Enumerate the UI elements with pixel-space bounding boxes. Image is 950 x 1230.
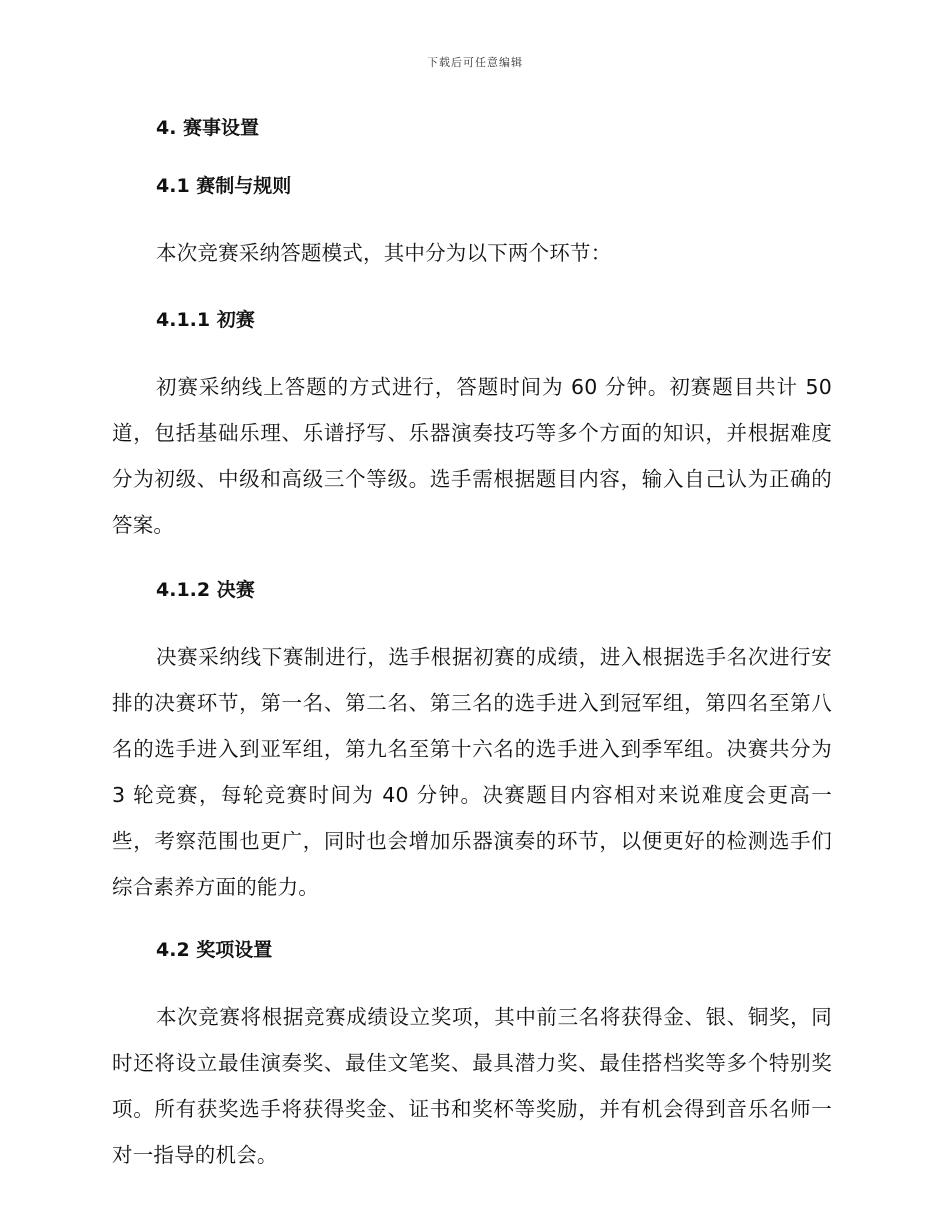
section-4-1-2-title: 4.1.2 决赛 — [156, 579, 255, 601]
section-4-1-1-title: 4.1.1 初赛 — [156, 309, 255, 331]
section-4-1-2-body: 决赛采纳线下赛制进行，选手根据初赛的成绩，进入根据选手名次进行安排的决赛环节，第一名、第二名、第三名的选手进入到冠军组，第四名至第八名的选手进入到亚军组，第九名至第十六名的选手进入到季军组。决赛共分为 3 轮竞赛，每轮竞赛时间为 40 分钟。决赛题目内容相对来说难度会更高一些，考察范围也更广，同时也会增加乐器演奏的环节，以便更好的检测选手们综合素养方面的能力。 — [112, 645, 832, 899]
section-4-title: 4. 赛事设置 — [156, 117, 260, 139]
section-4-1-1-body: 初赛采纳线上答题的方式进行，答题时间为 60 分钟。初赛题目共计 50 道，包括基础乐理、乐谱抒写、乐器演奏技巧等多个方面的知识，并根据难度分为初级、中级和高级三个等级。选手需根据题目内容，输入自己认为正确的答案。 — [112, 375, 832, 537]
section-4-1-intro: 本次竞赛采纳答题模式，其中分为以下两个环节： — [156, 241, 612, 265]
section-4-2-body: 本次竞赛将根据竞赛成绩设立奖项，其中前三名将获得金、银、铜奖，同时还将设立最佳演奏奖、最佳文笔奖、最具潜力奖、最佳搭档奖等多个特别奖项。所有获奖选手将获得奖金、证书和奖杯等奖励，并有机会得到音乐名师一对一指导的机会。 — [112, 1005, 832, 1167]
section-4-2-title: 4.2 奖项设置 — [156, 939, 273, 961]
document-content — [112, 114, 832, 1178]
section-4-1-title: 4.1 赛制与规则 — [156, 175, 292, 197]
page-header-note: 下载后可任意编辑 — [427, 56, 523, 69]
